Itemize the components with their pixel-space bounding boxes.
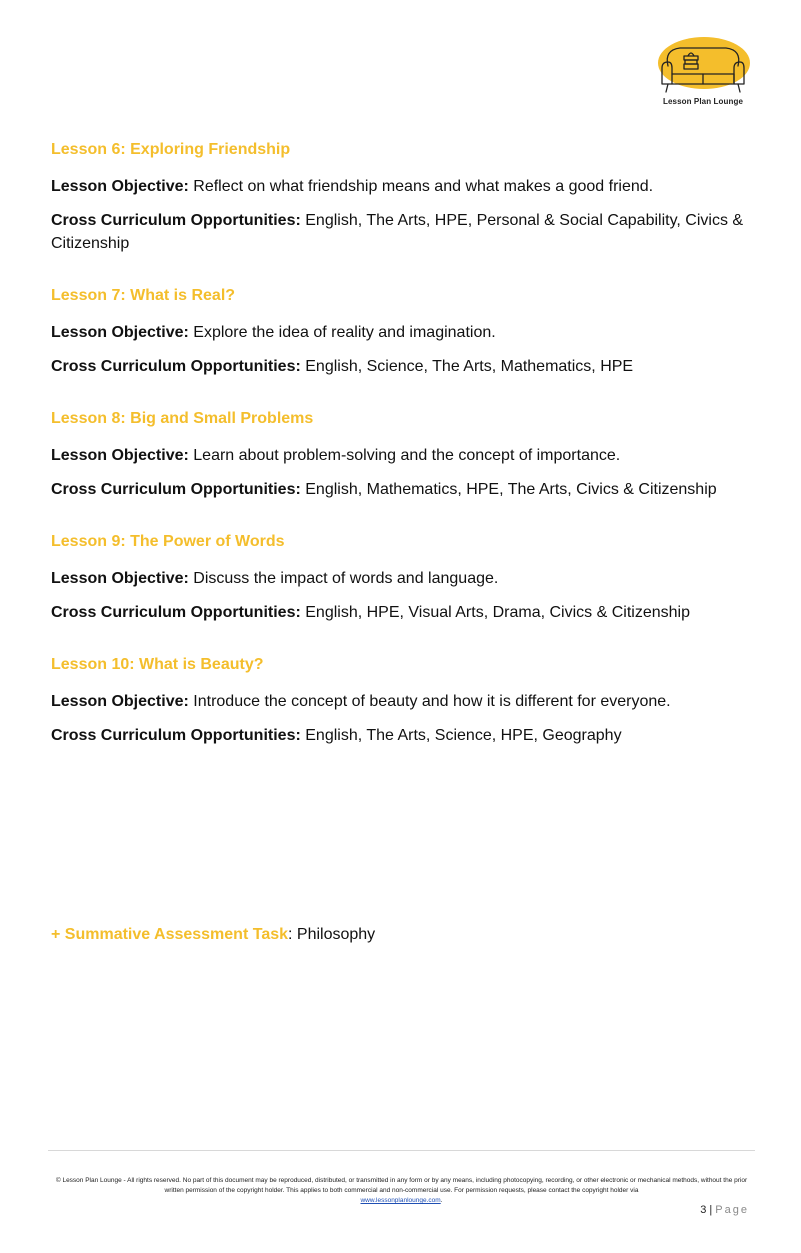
cross-curriculum bbox=[51, 601, 751, 624]
cross-curriculum-label: Cross Curriculum Opportunities: bbox=[51, 212, 301, 229]
cross-curriculum-text: English, HPE, Visual Arts, Drama, Civics & Citizenship bbox=[305, 604, 690, 621]
objective-text: Explore the idea of reality and imagination. bbox=[193, 324, 496, 341]
objective-text: Discuss the impact of words and language. bbox=[193, 570, 499, 587]
cross-curriculum bbox=[51, 478, 751, 501]
lesson-objective bbox=[51, 690, 751, 713]
lesson-objective bbox=[51, 444, 751, 467]
lesson-item bbox=[51, 532, 751, 624]
cross-curriculum-label: Cross Curriculum Opportunities: bbox=[51, 727, 301, 744]
footer-divider bbox=[48, 1150, 755, 1151]
lesson-objective bbox=[51, 175, 751, 198]
lesson-title: Lesson 7: What is Real? bbox=[51, 287, 236, 304]
page-number bbox=[700, 1204, 749, 1216]
brand-logo bbox=[654, 36, 752, 112]
summative-separator: : bbox=[288, 926, 297, 943]
objective-label: Lesson Objective: bbox=[51, 324, 189, 341]
summative-value: Philosophy bbox=[296, 926, 376, 943]
objective-text: Reflect on what friendship means and what makes a good friend. bbox=[193, 178, 654, 195]
lesson-title: Lesson 6: Exploring Friendship bbox=[51, 141, 291, 158]
cross-curriculum bbox=[51, 355, 751, 378]
cross-curriculum-text: English, The Arts, HPE, Personal & Social Capability, Civics & Citizenship bbox=[51, 212, 744, 252]
objective-label: Lesson Objective: bbox=[51, 178, 189, 195]
objective-label: Lesson Objective: bbox=[51, 447, 189, 464]
lesson-objective bbox=[51, 321, 751, 344]
page-separator: | bbox=[706, 1204, 716, 1216]
lesson-item bbox=[51, 286, 751, 378]
cross-curriculum bbox=[51, 724, 751, 747]
website-link[interactable]: www.lessonplanlounge.com bbox=[360, 1197, 441, 1204]
page-label: Page bbox=[715, 1204, 749, 1216]
objective-label: Lesson Objective: bbox=[51, 570, 189, 587]
cross-curriculum bbox=[51, 209, 751, 255]
cross-curriculum-text: English, Science, The Arts, Mathematics, HPE bbox=[305, 358, 634, 375]
lesson-title: Lesson 8: Big and Small Problems bbox=[51, 410, 314, 427]
objective-text: Learn about problem-solving and the concept of importance. bbox=[193, 447, 621, 464]
copyright-text: © Lesson Plan Lounge - All rights reserved. No part of this document may be reproduced, distributed, or transmitted in any form or by any means, including photocopying, recording, or other electronic or mechanical methods, without the prior written permission of the copyright holder. This applies to both commercial and non-commercial use. For permission requests, please contact the copyright holder via bbox=[55, 1177, 748, 1194]
lesson-item bbox=[51, 655, 751, 747]
cross-curriculum-label: Cross Curriculum Opportunities: bbox=[51, 358, 301, 375]
cross-curriculum-label: Cross Curriculum Opportunities: bbox=[51, 604, 301, 621]
sofa-with-books-icon bbox=[654, 36, 752, 96]
lesson-item bbox=[51, 140, 751, 255]
lesson-objective bbox=[51, 567, 751, 590]
page-number-value: 3 bbox=[700, 1204, 707, 1216]
logo-text: Lesson Plan Lounge bbox=[662, 97, 744, 106]
footer-copyright bbox=[55, 1176, 748, 1206]
lesson-title: Lesson 9: The Power of Words bbox=[51, 533, 285, 550]
summative-assessment bbox=[51, 925, 375, 945]
objective-text: Introduce the concept of beauty and how it is different for everyone. bbox=[193, 693, 671, 710]
objective-label: Lesson Objective: bbox=[51, 693, 189, 710]
link-suffix: . bbox=[440, 1197, 443, 1204]
lesson-list bbox=[51, 140, 751, 778]
cross-curriculum-text: English, Mathematics, HPE, The Arts, Civics & Citizenship bbox=[305, 481, 717, 498]
cross-curriculum-label: Cross Curriculum Opportunities: bbox=[51, 481, 301, 498]
cross-curriculum-text: English, The Arts, Science, HPE, Geography bbox=[305, 727, 622, 744]
lesson-title: Lesson 10: What is Beauty? bbox=[51, 656, 264, 673]
summative-label: + Summative Assessment Task bbox=[51, 926, 289, 943]
lesson-item bbox=[51, 409, 751, 501]
